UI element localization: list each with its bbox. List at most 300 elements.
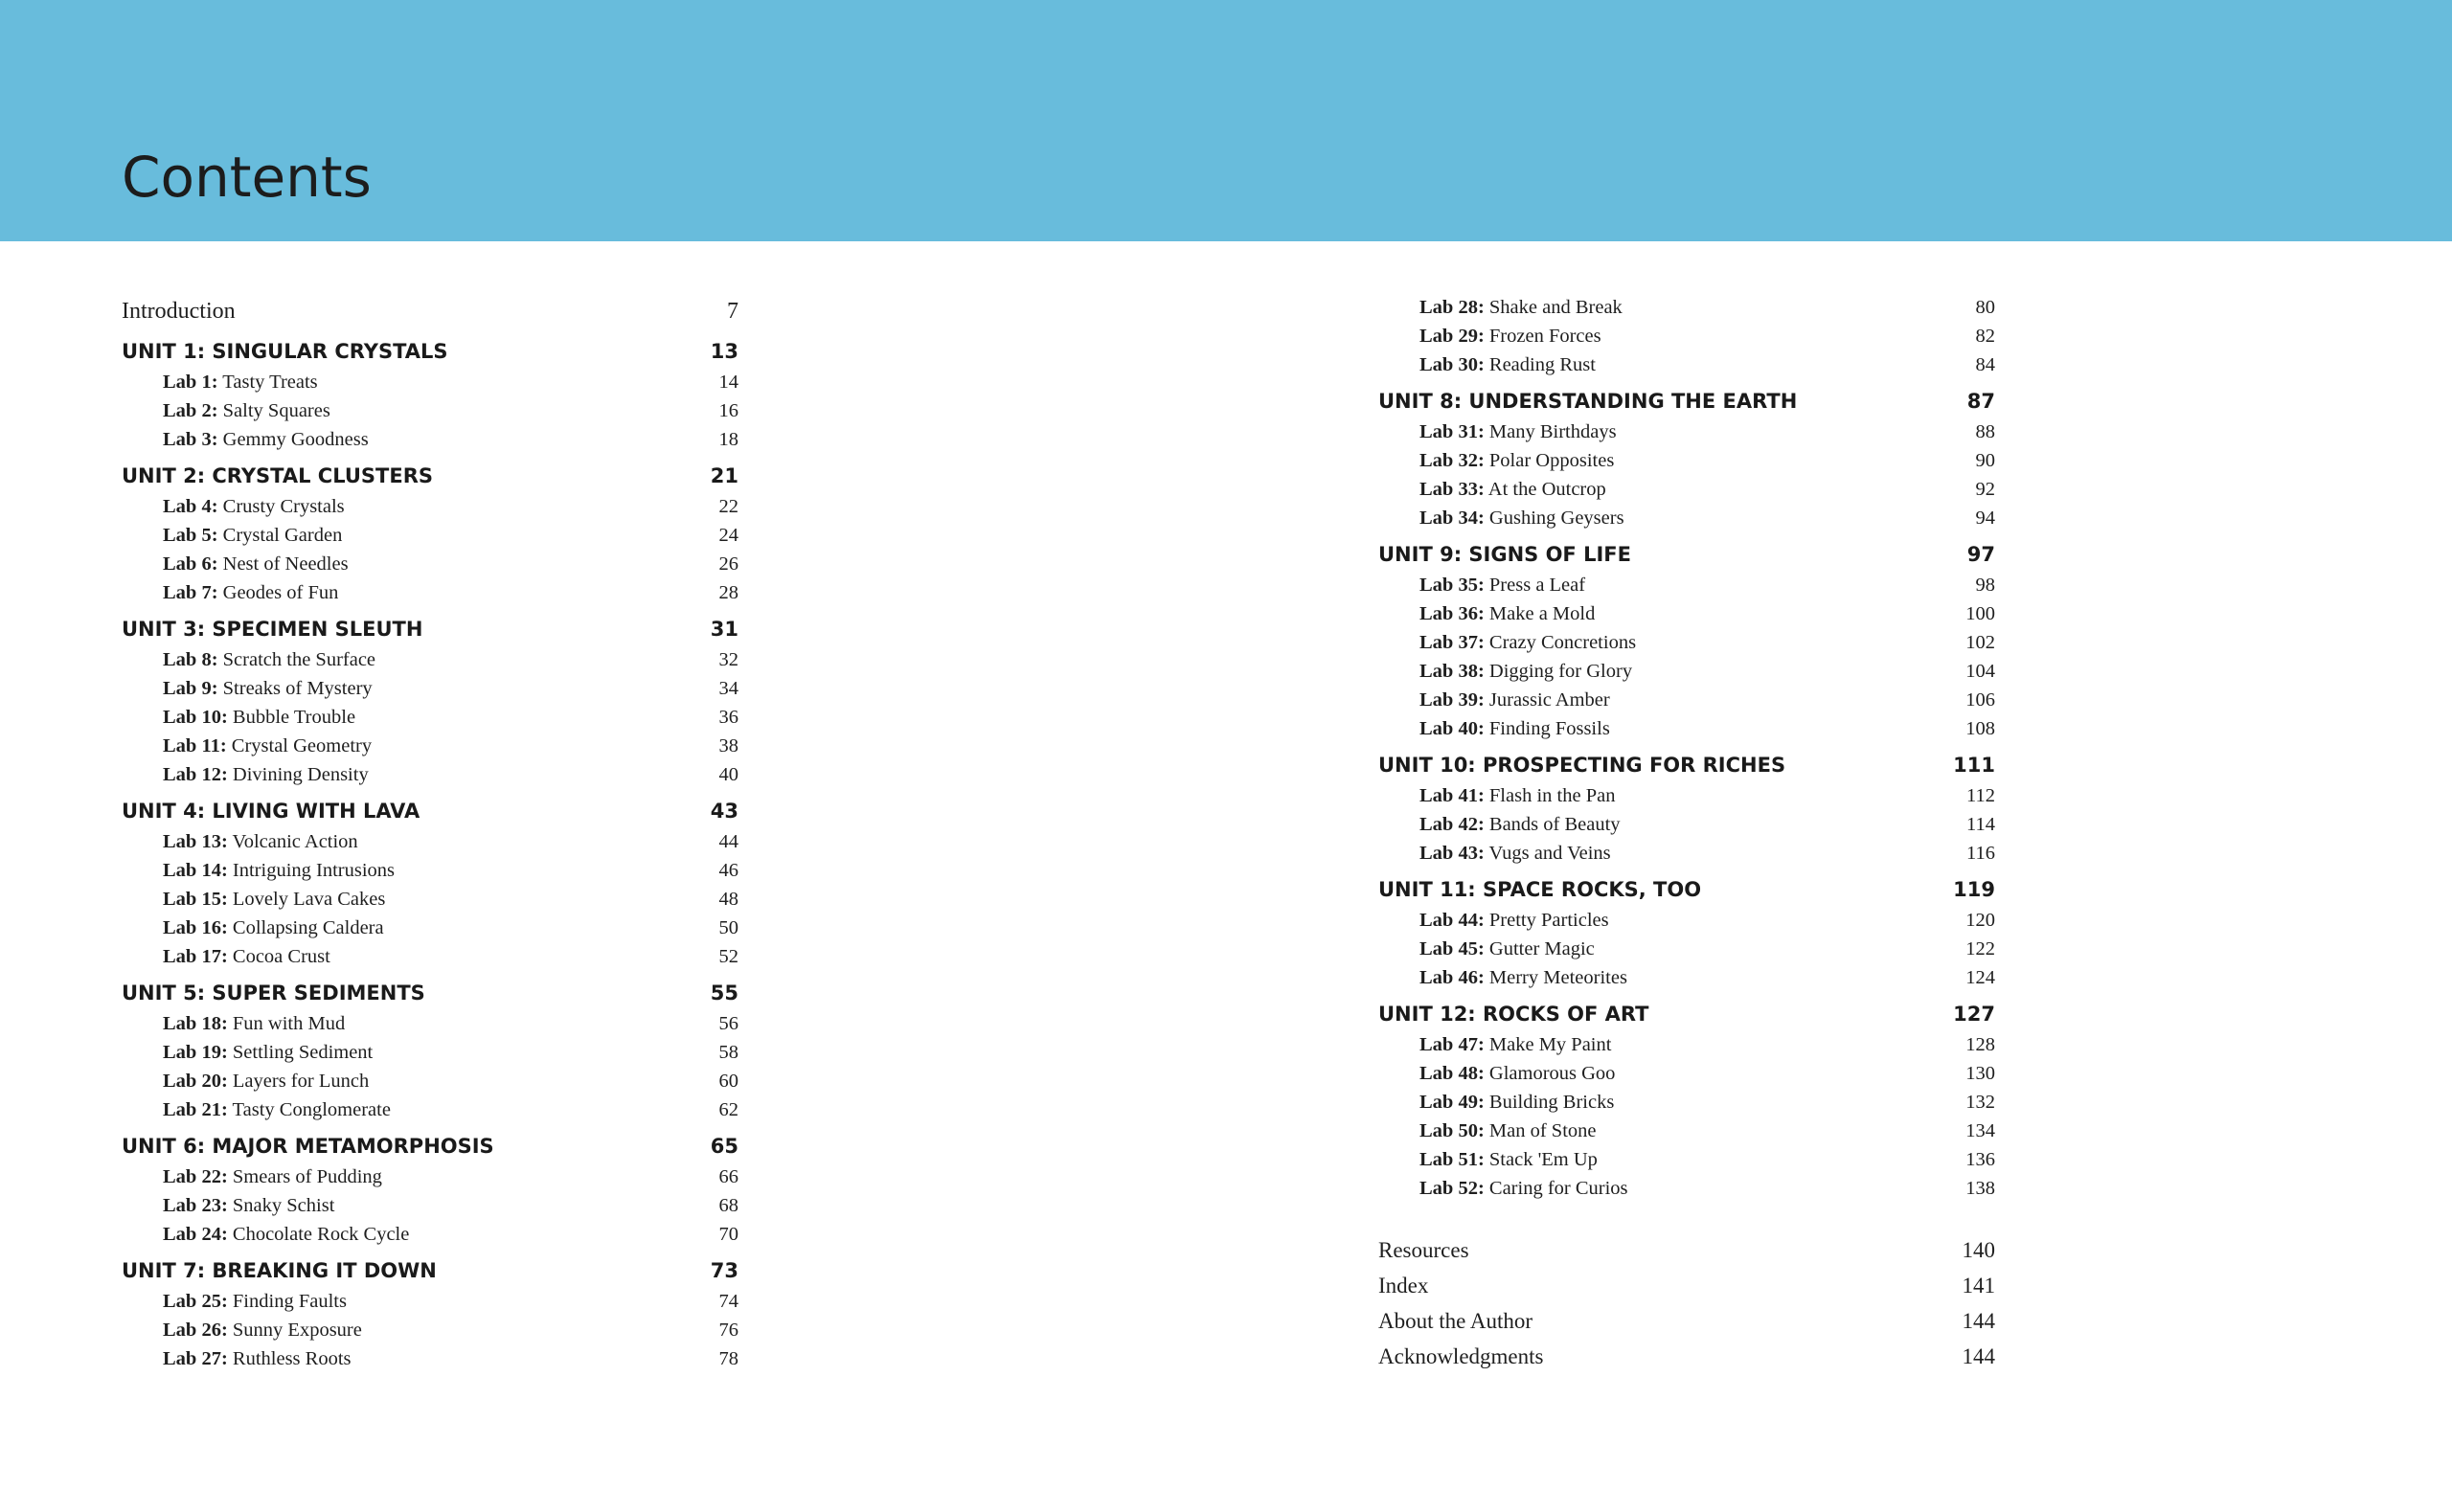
toc-lab-entry[interactable] (122, 1038, 738, 1067)
lab-title: Crystal Geometry (231, 735, 373, 756)
lab-number: Lab 43: (1419, 843, 1485, 864)
lab-number: Lab 50: (1419, 1120, 1485, 1141)
page-number: 34 (718, 678, 738, 699)
lab-title: Tasty Conglomerate (232, 1099, 391, 1120)
lab-entry-label (163, 1191, 334, 1220)
lab-number: Lab 9: (163, 678, 218, 699)
lab-title: Divining Density (232, 764, 369, 785)
page-number: 84 (1975, 354, 1995, 375)
lab-entry-label (163, 645, 375, 674)
lab-title: Intriguing Intrusions (232, 860, 396, 881)
lab-title: Digging for Glory (1488, 661, 1633, 682)
lab-number: Lab 18: (163, 1013, 228, 1034)
lab-title: Man of Stone (1488, 1120, 1597, 1141)
lab-title: Tasty Treats (222, 372, 318, 393)
page-title: Contents (122, 145, 372, 210)
toc-lab-entry[interactable] (1378, 839, 1995, 868)
lab-entry-label (1419, 935, 1595, 963)
toc-lab-entry[interactable] (1378, 963, 1995, 992)
page-number: 94 (1975, 508, 1995, 529)
lab-number: Lab 27: (163, 1348, 228, 1369)
lab-entry-label (163, 425, 369, 454)
continued-labs (1378, 293, 1995, 379)
lab-title: Bubble Trouble (232, 707, 356, 728)
page-number: 136 (1965, 1149, 1995, 1170)
unit-block (1378, 873, 1995, 992)
toc-lab-entry[interactable] (122, 1067, 738, 1095)
lab-number: Lab 48: (1419, 1063, 1485, 1084)
lab-entry-label (163, 578, 338, 607)
lab-entry-label (1419, 417, 1617, 446)
page-number: 116 (1966, 843, 1995, 864)
toc-lab-entry[interactable] (122, 521, 738, 550)
lab-title: Frozen Forces (1488, 326, 1601, 347)
unit-title: UNIT 11: SPACE ROCKS, TOO (1378, 878, 1702, 901)
toc-right-column (1378, 293, 1995, 1374)
lab-number: Lab 25: (163, 1291, 228, 1312)
page-number: 141 (1962, 1274, 1995, 1298)
lab-entry-label (163, 674, 373, 703)
page-number: 130 (1965, 1063, 1995, 1084)
toc-lab-entry[interactable] (1378, 906, 1995, 935)
lab-entry-label (1419, 1059, 1615, 1088)
toc-lab-entry[interactable] (122, 914, 738, 942)
page-number: 32 (718, 649, 738, 670)
lab-title: Flash in the Pan (1488, 785, 1616, 806)
toc-unit-heading[interactable] (122, 335, 738, 368)
lab-entry-label (163, 1162, 382, 1191)
lab-entry-label (1419, 293, 1623, 322)
lab-entry-label (163, 1009, 345, 1038)
lab-entry-label (1419, 1145, 1598, 1174)
toc-lab-entry[interactable] (122, 1220, 738, 1249)
page-number: 22 (718, 496, 738, 517)
unit-title: UNIT 7: BREAKING IT DOWN (122, 1259, 437, 1282)
lab-number: Lab 32: (1419, 450, 1485, 471)
lab-title: Caring for Curios (1488, 1178, 1628, 1199)
lab-number: Lab 45: (1419, 938, 1485, 959)
toc-lab-entry[interactable] (1378, 781, 1995, 810)
unit-title: UNIT 6: MAJOR METAMORPHOSIS (122, 1135, 494, 1158)
lab-entry-label (163, 885, 385, 914)
back-matter (1378, 1232, 1995, 1374)
unit-title: UNIT 9: SIGNS OF LIFE (1378, 543, 1631, 566)
toc-lab-entry[interactable] (1378, 935, 1995, 963)
page-number: 78 (718, 1348, 738, 1369)
lab-title: Vugs and Veins (1488, 843, 1611, 864)
toc-lab-entry[interactable] (122, 1009, 738, 1038)
page-number: 48 (718, 889, 738, 910)
lab-number: Lab 7: (163, 582, 218, 603)
unit-block (122, 1130, 738, 1249)
lab-entry-label (163, 703, 355, 732)
page-number: 122 (1965, 938, 1995, 959)
lab-entry-label (163, 521, 342, 550)
page-number: 44 (718, 831, 738, 852)
page-number: 104 (1965, 661, 1995, 682)
toc-lab-entry[interactable] (122, 1344, 738, 1373)
toc-lab-entry[interactable] (1378, 1145, 1995, 1174)
unit-block (122, 795, 738, 971)
units-left (122, 335, 738, 1373)
lab-title: Gutter Magic (1488, 938, 1595, 959)
lab-title: Shake and Break (1488, 297, 1623, 318)
lab-entry-label (1419, 1030, 1611, 1059)
lab-number: Lab 14: (163, 860, 228, 881)
lab-number: Lab 38: (1419, 661, 1485, 682)
lab-title: Sunny Exposure (232, 1320, 362, 1341)
lab-number: Lab 44: (1419, 910, 1485, 931)
lab-title: At the Outcrop (1487, 479, 1606, 500)
page-number: 138 (1965, 1178, 1995, 1199)
lab-number: Lab 46: (1419, 967, 1485, 988)
toc-lab-entry[interactable] (1378, 1117, 1995, 1145)
unit-block (1378, 385, 1995, 532)
lab-number: Lab 34: (1419, 508, 1485, 529)
page-number: 74 (718, 1291, 738, 1312)
toc-back-matter-entry[interactable] (1378, 1268, 1995, 1303)
toc-lab-entry[interactable] (122, 885, 738, 914)
entry-label: Introduction (122, 299, 236, 324)
lab-number: Lab 51: (1419, 1149, 1485, 1170)
page-number: 88 (1975, 421, 1995, 442)
unit-title: UNIT 12: ROCKS OF ART (1378, 1003, 1649, 1026)
toc-lab-entry[interactable] (122, 1162, 738, 1191)
page-number: 56 (718, 1013, 738, 1034)
page-number: 108 (1965, 718, 1995, 739)
lab-entry-label (163, 550, 349, 578)
page-number: 16 (718, 400, 738, 421)
page-number: 28 (718, 582, 738, 603)
lab-number: Lab 11: (163, 735, 227, 756)
lab-title: Pretty Particles (1488, 910, 1609, 931)
lab-title: Geodes of Fun (222, 582, 339, 603)
lab-number: Lab 31: (1419, 421, 1485, 442)
lab-entry-label (163, 492, 345, 521)
lab-title: Merry Meteorites (1488, 967, 1627, 988)
lab-entry-label (1419, 686, 1610, 714)
unit-block (122, 1254, 738, 1373)
entry-label: Acknowledgments (1378, 1344, 1544, 1368)
toc-entry-introduction[interactable] (122, 293, 738, 329)
toc-unit-heading[interactable] (1378, 873, 1995, 906)
lab-entry-label (1419, 714, 1610, 743)
lab-title: Smears of Pudding (232, 1166, 382, 1187)
page-number: 14 (718, 372, 738, 393)
lab-number: Lab 40: (1419, 718, 1485, 739)
page-number: 38 (718, 735, 738, 756)
toc-unit-heading[interactable] (122, 977, 738, 1009)
page-number: 87 (1966, 390, 1995, 413)
page-number: 13 (710, 340, 738, 363)
toc-lab-entry[interactable] (1378, 1059, 1995, 1088)
entry-label: Index (1378, 1274, 1429, 1298)
unit-block (122, 335, 738, 454)
toc-left-column (122, 293, 738, 1379)
lab-title: Glamorous Goo (1488, 1063, 1616, 1084)
lab-title: Settling Sediment (232, 1042, 374, 1063)
toc-lab-entry[interactable] (122, 1191, 738, 1220)
page-number: 134 (1965, 1120, 1995, 1141)
toc-lab-entry[interactable] (1378, 1030, 1995, 1059)
lab-number: Lab 39: (1419, 689, 1485, 711)
lab-title: Press a Leaf (1488, 575, 1586, 596)
toc-back-matter-entry[interactable] (1378, 1303, 1995, 1339)
lab-title: Bands of Beauty (1488, 814, 1621, 835)
page-number: 90 (1975, 450, 1995, 471)
lab-number: Lab 30: (1419, 354, 1485, 375)
lab-number: Lab 6: (163, 553, 218, 575)
toc-unit-heading[interactable] (122, 613, 738, 645)
lab-entry-label (1419, 1088, 1614, 1117)
lab-title: Crystal Garden (222, 525, 343, 546)
lab-title: Nest of Needles (222, 553, 349, 575)
lab-number: Lab 21: (163, 1099, 228, 1120)
lab-number: Lab 41: (1419, 785, 1485, 806)
lab-title: Streaks of Mystery (222, 678, 373, 699)
lab-entry-label (163, 1038, 373, 1067)
lab-title: Collapsing Caldera (232, 917, 384, 938)
toc-lab-entry[interactable] (1378, 686, 1995, 714)
page-number: 82 (1975, 326, 1995, 347)
unit-block (122, 977, 738, 1124)
entry-label: About the Author (1378, 1309, 1532, 1333)
units-right (1378, 385, 1995, 1203)
toc-lab-entry[interactable] (1378, 504, 1995, 532)
toc-lab-entry[interactable] (1378, 446, 1995, 475)
page-number: 106 (1965, 689, 1995, 711)
toc-lab-entry[interactable] (122, 368, 738, 396)
lab-number: Lab 4: (163, 496, 218, 517)
lab-entry-label (1419, 839, 1611, 868)
page-number: 60 (718, 1071, 738, 1092)
lab-title: Reading Rust (1488, 354, 1596, 375)
lab-number: Lab 24: (163, 1224, 228, 1245)
toc-lab-entry[interactable] (1378, 657, 1995, 686)
toc-back-matter-entry[interactable] (1378, 1232, 1995, 1268)
page-number: 26 (718, 553, 738, 575)
unit-block (1378, 749, 1995, 868)
unit-title: UNIT 2: CRYSTAL CLUSTERS (122, 464, 433, 487)
lab-title: Building Bricks (1488, 1092, 1615, 1113)
toc-back-matter-entry[interactable] (1378, 1339, 1995, 1374)
lab-entry-label (163, 942, 330, 971)
toc-lab-entry[interactable] (122, 760, 738, 789)
page-number: 52 (718, 946, 738, 967)
toc-lab-entry[interactable] (122, 1316, 738, 1344)
lab-entry-label (163, 856, 395, 885)
toc-lab-entry[interactable] (1378, 293, 1995, 322)
page-number: 70 (718, 1224, 738, 1245)
lab-entry-label (1419, 657, 1632, 686)
lab-entry-label (1419, 628, 1636, 657)
lab-number: Lab 16: (163, 917, 228, 938)
lab-number: Lab 23: (163, 1195, 228, 1216)
lab-entry-label (1419, 781, 1615, 810)
lab-entry-label (1419, 504, 1624, 532)
page-number: 55 (710, 982, 738, 1004)
page-number: 119 (1953, 878, 1995, 901)
toc-lab-entry[interactable] (122, 1287, 738, 1316)
lab-title: Chocolate Rock Cycle (232, 1224, 410, 1245)
lab-entry-label (1419, 906, 1609, 935)
lab-number: Lab 2: (163, 400, 218, 421)
toc-unit-heading[interactable] (122, 460, 738, 492)
lab-title: Finding Fossils (1488, 718, 1610, 739)
lab-number: Lab 17: (163, 946, 228, 967)
toc-lab-entry[interactable] (122, 827, 738, 856)
lab-title: Stack 'Em Up (1488, 1149, 1598, 1170)
page-number: 62 (718, 1099, 738, 1120)
lab-title: Gemmy Goodness (222, 429, 369, 450)
page-number: 68 (718, 1195, 738, 1216)
toc-lab-entry[interactable] (1378, 1174, 1995, 1203)
toc-lab-entry[interactable] (1378, 322, 1995, 350)
page-number: 97 (1966, 543, 1995, 566)
lab-number: Lab 36: (1419, 603, 1485, 624)
toc-lab-entry[interactable] (122, 703, 738, 732)
lab-number: Lab 37: (1419, 632, 1485, 653)
lab-number: Lab 29: (1419, 326, 1485, 347)
lab-entry-label (1419, 571, 1585, 599)
toc-unit-heading[interactable] (122, 1130, 738, 1162)
toc-unit-heading[interactable] (122, 1254, 738, 1287)
lab-entry-label (163, 1316, 362, 1344)
lab-number: Lab 33: (1419, 479, 1485, 500)
toc-lab-entry[interactable] (1378, 628, 1995, 657)
lab-entry-label (1419, 963, 1627, 992)
toc-lab-entry[interactable] (122, 674, 738, 703)
lab-number: Lab 47: (1419, 1034, 1485, 1055)
unit-title: UNIT 3: SPECIMEN SLEUTH (122, 618, 423, 641)
page-number: 24 (718, 525, 738, 546)
toc-lab-entry[interactable] (1378, 1088, 1995, 1117)
toc-unit-heading[interactable] (1378, 749, 1995, 781)
toc-lab-entry[interactable] (122, 550, 738, 578)
lab-entry-label (1419, 1174, 1628, 1203)
lab-number: Lab 28: (1419, 297, 1485, 318)
lab-entry-label (163, 827, 358, 856)
toc-lab-entry[interactable] (122, 425, 738, 454)
toc-unit-heading[interactable] (1378, 538, 1995, 571)
lab-entry-label (163, 732, 372, 760)
lab-title: Crusty Crystals (222, 496, 345, 517)
lab-title: Snaky Schist (232, 1195, 335, 1216)
unit-title: UNIT 1: SINGULAR CRYSTALS (122, 340, 448, 363)
unit-block (122, 613, 738, 789)
unit-block (122, 460, 738, 607)
lab-title: Scratch the Surface (222, 649, 376, 670)
unit-title: UNIT 8: UNDERSTANDING THE EARTH (1378, 390, 1798, 413)
lab-title: Salty Squares (222, 400, 330, 421)
toc-lab-entry[interactable] (122, 732, 738, 760)
lab-entry-label (1419, 1117, 1597, 1145)
lab-number: Lab 19: (163, 1042, 228, 1063)
page-number: 100 (1965, 603, 1995, 624)
unit-block (1378, 998, 1995, 1203)
lab-number: Lab 12: (163, 764, 228, 785)
toc-lab-entry[interactable] (1378, 714, 1995, 743)
page-number: 127 (1953, 1003, 1995, 1026)
lab-title: Crazy Concretions (1488, 632, 1637, 653)
page-number: 76 (718, 1320, 738, 1341)
toc-lab-entry[interactable] (122, 396, 738, 425)
page-number: 46 (718, 860, 738, 881)
lab-entry-label (163, 1287, 347, 1316)
toc-lab-entry[interactable] (122, 645, 738, 674)
lab-number: Lab 10: (163, 707, 228, 728)
lab-entry-label (163, 368, 318, 396)
page-number: 112 (1966, 785, 1995, 806)
toc-lab-entry[interactable] (1378, 599, 1995, 628)
toc-lab-entry[interactable] (1378, 417, 1995, 446)
toc-lab-entry[interactable] (1378, 350, 1995, 379)
lab-title: Lovely Lava Cakes (232, 889, 386, 910)
toc-lab-entry[interactable] (1378, 475, 1995, 504)
page-number: 50 (718, 917, 738, 938)
lab-entry-label (163, 1095, 391, 1124)
lab-number: Lab 13: (163, 831, 228, 852)
page-number: 58 (718, 1042, 738, 1063)
page-number: 36 (718, 707, 738, 728)
lab-title: Many Birthdays (1488, 421, 1617, 442)
toc-lab-entry[interactable] (122, 856, 738, 885)
toc-lab-entry[interactable] (122, 1095, 738, 1124)
toc-lab-entry[interactable] (1378, 571, 1995, 599)
toc-lab-entry[interactable] (122, 578, 738, 607)
page-number: 144 (1962, 1344, 1995, 1368)
toc-lab-entry[interactable] (122, 942, 738, 971)
toc-lab-entry[interactable] (1378, 810, 1995, 839)
toc-unit-heading[interactable] (1378, 385, 1995, 417)
page-number: 65 (710, 1135, 738, 1158)
toc-lab-entry[interactable] (122, 492, 738, 521)
lab-title: Make a Mold (1488, 603, 1596, 624)
lab-number: Lab 5: (163, 525, 218, 546)
lab-title: Polar Opposites (1488, 450, 1615, 471)
lab-title: Finding Faults (232, 1291, 347, 1312)
lab-entry-label (1419, 475, 1606, 504)
page-number: 111 (1953, 754, 1995, 777)
page-number: 73 (710, 1259, 738, 1282)
toc-unit-heading[interactable] (122, 795, 738, 827)
lab-title: Fun with Mud (232, 1013, 346, 1034)
lab-title: Volcanic Action (232, 831, 358, 852)
page-number: 18 (718, 429, 738, 450)
lab-number: Lab 15: (163, 889, 228, 910)
page-number: 128 (1965, 1034, 1995, 1055)
lab-entry-label (163, 1220, 409, 1249)
lab-number: Lab 1: (163, 372, 218, 393)
lab-entry-label (1419, 446, 1614, 475)
page-number: 80 (1975, 297, 1995, 318)
lab-number: Lab 35: (1419, 575, 1485, 596)
page-number: 132 (1965, 1092, 1995, 1113)
lab-title: Cocoa Crust (232, 946, 330, 967)
unit-title: UNIT 4: LIVING WITH LAVA (122, 800, 420, 823)
page-number: 124 (1965, 967, 1995, 988)
toc-unit-heading[interactable] (1378, 998, 1995, 1030)
lab-number: Lab 49: (1419, 1092, 1485, 1113)
page-number: 31 (710, 618, 738, 641)
page-number: 144 (1962, 1309, 1995, 1333)
page-number: 102 (1965, 632, 1995, 653)
lab-entry-label (1419, 322, 1601, 350)
lab-number: Lab 22: (163, 1166, 228, 1187)
page-number: 98 (1975, 575, 1995, 596)
page-number: 114 (1966, 814, 1995, 835)
entry-label: Resources (1378, 1238, 1469, 1262)
